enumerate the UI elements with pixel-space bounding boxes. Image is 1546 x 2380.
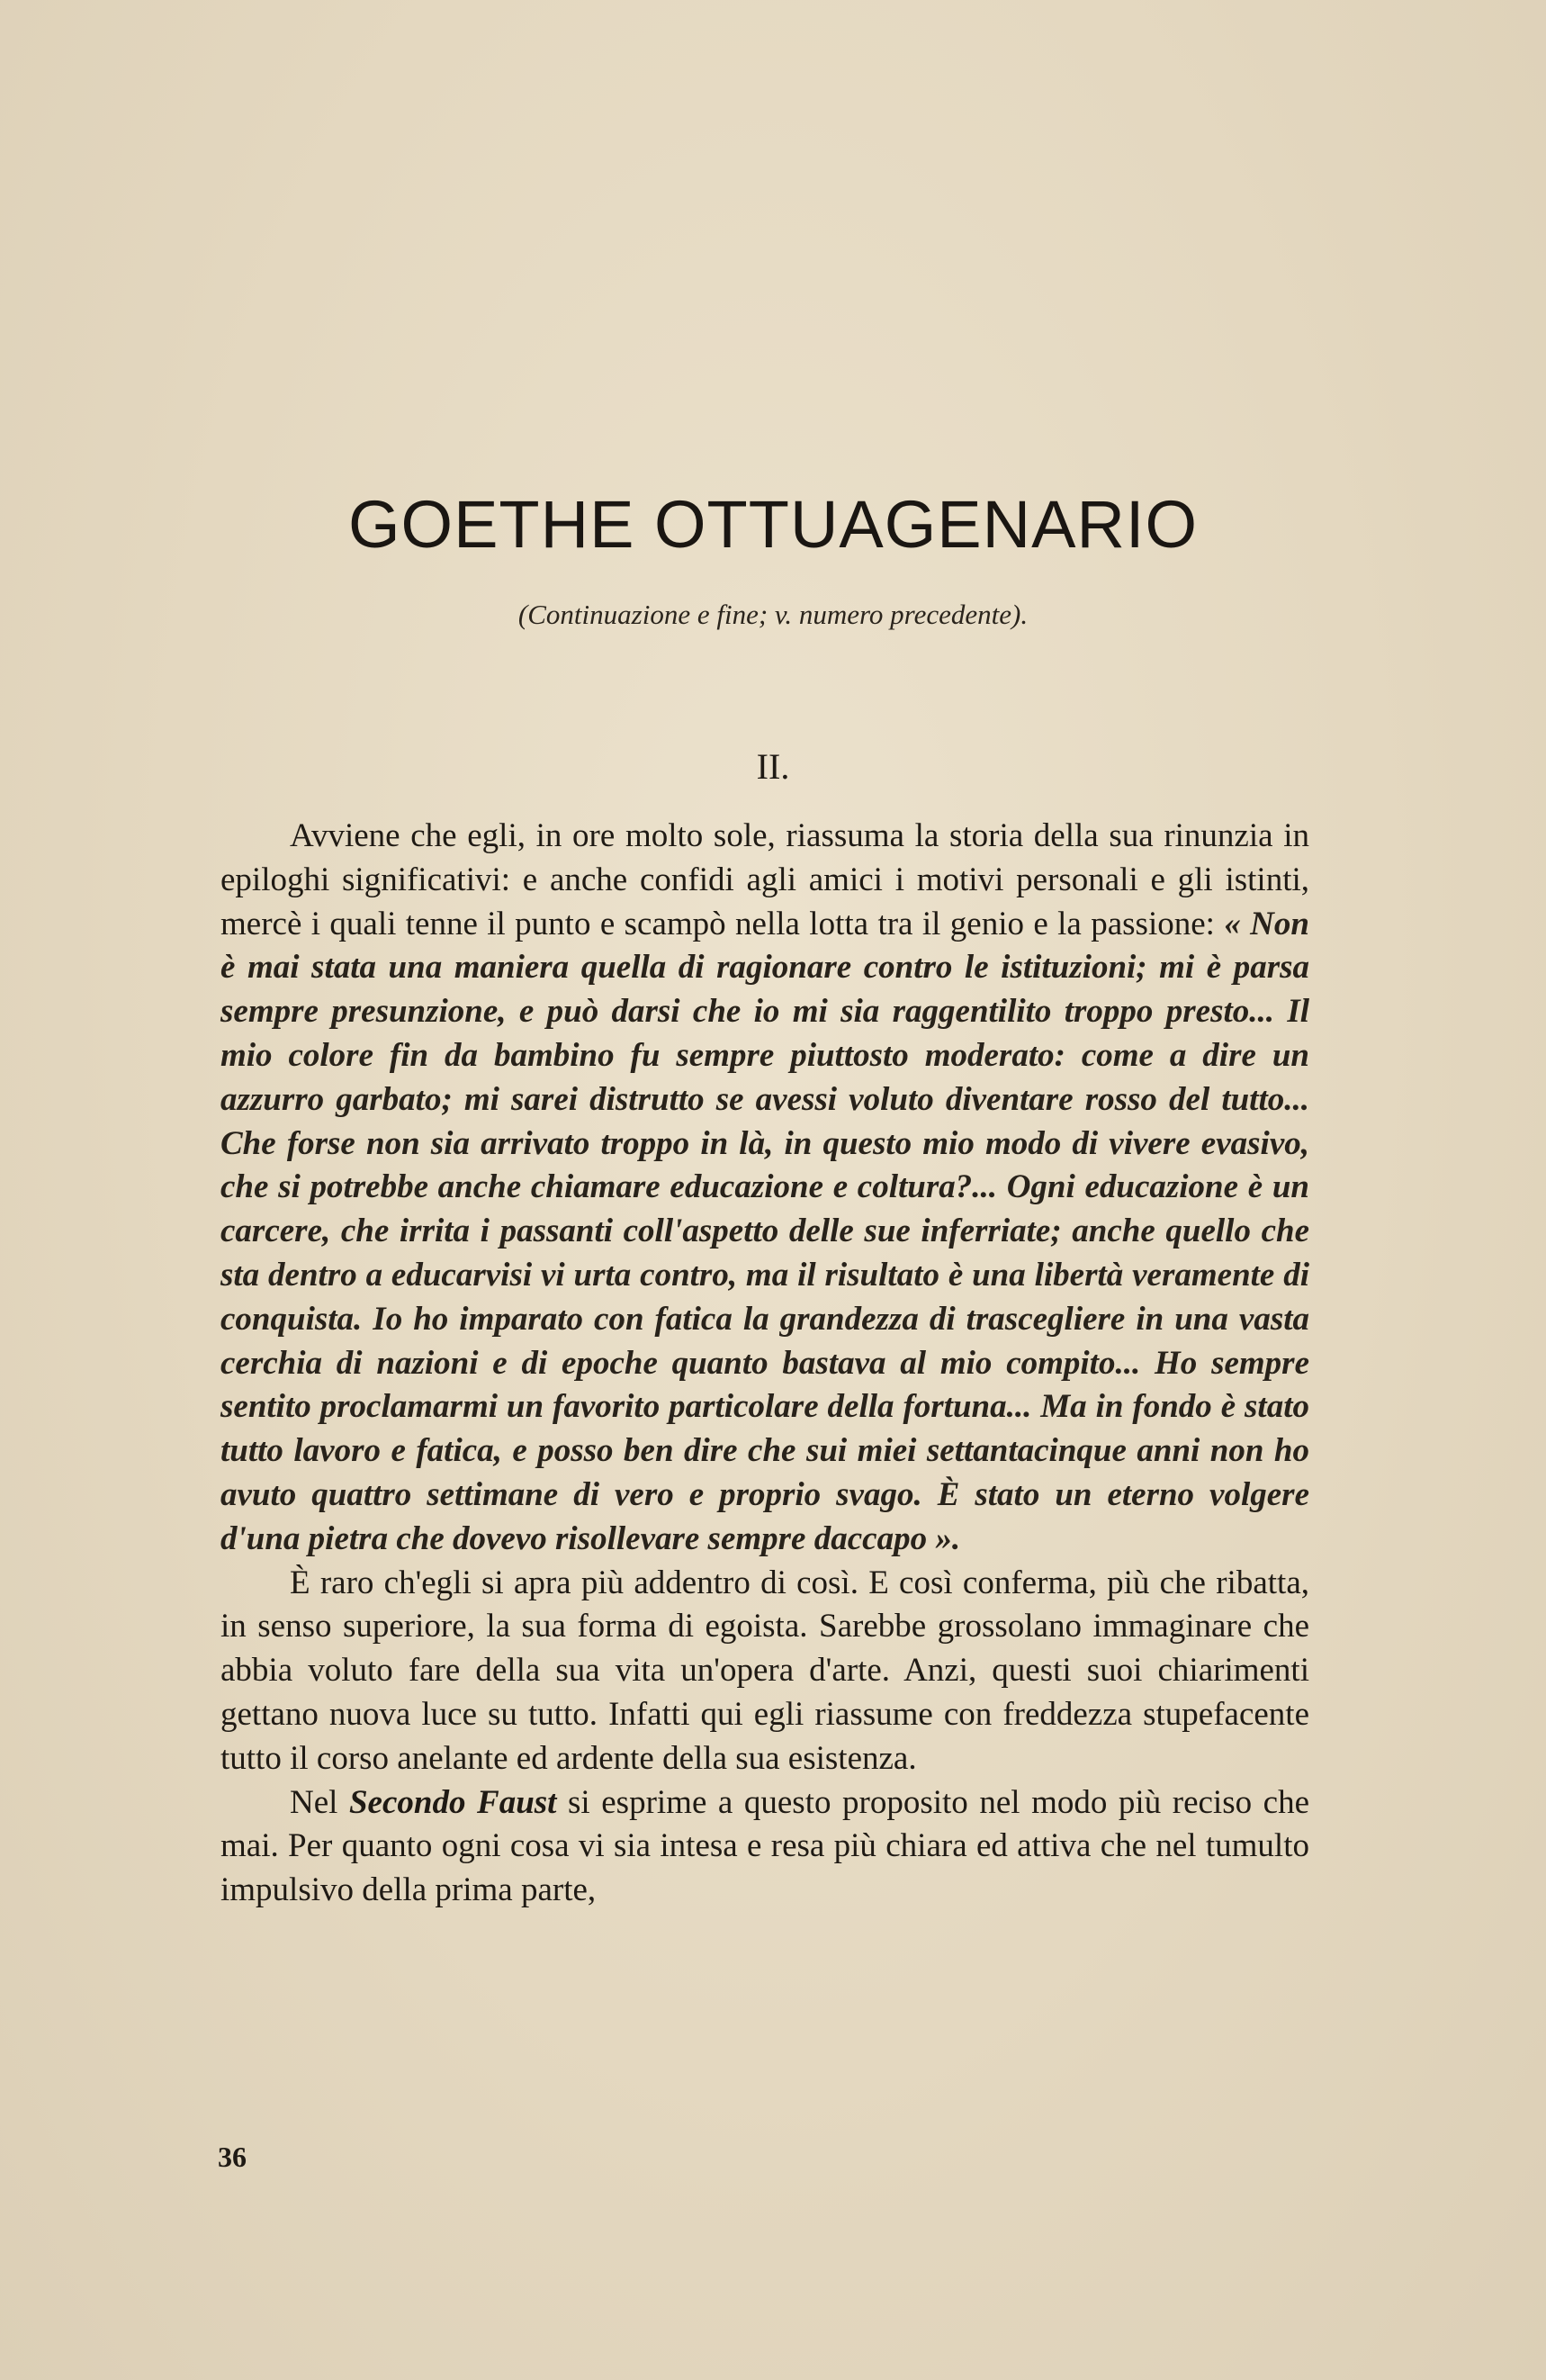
work-title: Secondo Faust (348, 1783, 557, 1821)
paragraph-3 (220, 1781, 1309, 1913)
article-body (220, 815, 1309, 1913)
section-number: II. (756, 746, 790, 787)
paragraph-1 (220, 815, 1309, 1562)
article-subtitle: (Continuazione e fine; v. numero precedente). (517, 599, 1029, 630)
page-number: 36 (218, 2141, 247, 2173)
paragraph-3-before: Nel (290, 1783, 349, 1821)
article-title: GOETHE OTTUAGENARIO (347, 487, 1199, 562)
goethe-quote: « Non è mai stata una maniera quella di ragionare contro le istituzioni; mi è parsa sempre presunzione, e può darsi che io mi sia raggentilito troppo presto... Il mio colore fin da bambino fu sempre piuttosto moderato: come a dire un azzurro garbato; mi sarei distrutto se avessi voluto diventare rosso del tutto... Che forse non sia arrivato troppo in là, in questo mio modo di vivere evasivo, che si potrebbe anche chiamare educazione e coltura?... Ogni educazione è un carcere, che irrita i passanti coll'aspetto delle sue inferriate; anche quello che sta dentro a educarvisi vi urta contro, ma il risultato è una libertà veramente di conquista. Io ho imparato con fatica la grandezza di trascegliere in una vasta cerchia di nazioni e di epoche quanto bastava al mio compito... Ho sempre sentito proclamarmi un favorito particolare della fortuna... Ma in fondo è stato tutto lavoro e fatica, e posso ben dire che sui miei settantacinque anni non ho avuto quattro settimane di vero e proprio svago. È stato un eterno volgere d'una pietra che dovevo risollevare sempre daccapo ». (220, 905, 1309, 1557)
paragraph-1-intro: Avviene che egli, in ore molto sole, riassuma la storia della sua rinunzia in epiloghi significativi: e anche confidi agli amici i motivi personali e gli istinti, mercè i quali tenne il punto e scampò nella lotta tra il genio e la passione: (220, 817, 1309, 942)
paragraph-3-after: si esprime a questo proposito nel modo più reciso che mai. Per quanto ogni cosa vi sia intesa e resa più chiara ed attiva che nel tumulto impulsivo della prima parte, (220, 1783, 1309, 1909)
paragraph-2: È raro ch'egli si apra più addentro di così. E così conferma, più che ribatta, in senso superiore, la sua forma di egoista. Sarebbe grossolano immaginare che abbia voluto fare della sua vita un'opera d'arte. Anzi, questi suoi chiarimenti gettano nuova luce su tutto. Infatti qui egli riassume con freddezza stupefacente tutto il corso anelante ed ardente della sua esistenza. (220, 1564, 1309, 1777)
